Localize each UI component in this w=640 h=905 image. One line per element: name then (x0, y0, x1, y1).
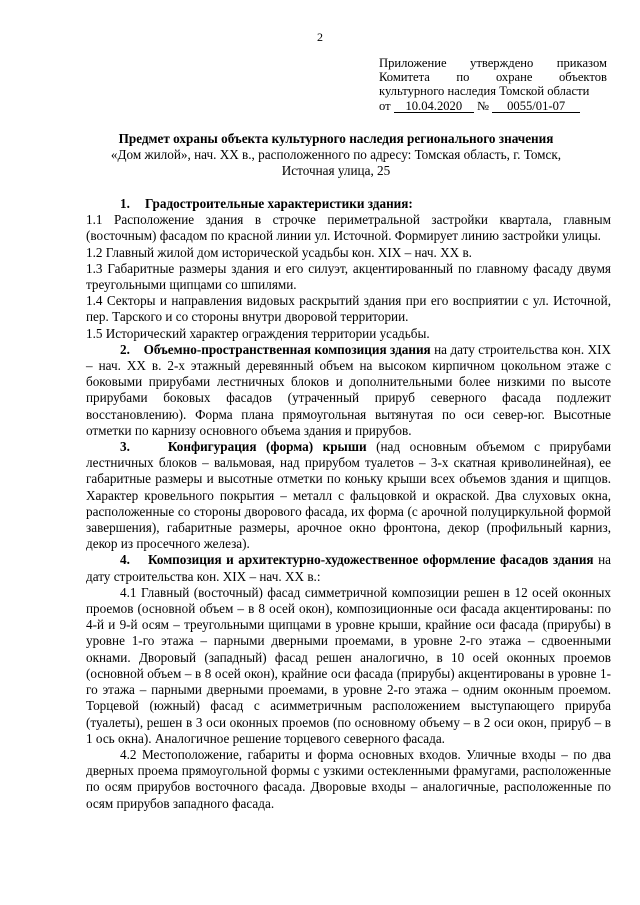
document-body (86, 196, 611, 812)
title-line-1: Предмет охраны объекта культурного наследия регионального значения (118, 131, 554, 146)
approval-date: 10.04.2020 (394, 100, 474, 113)
date-prefix: от (379, 98, 391, 113)
approval-line-3: культурного наследия Томской области (379, 84, 590, 99)
item-1-1: 1.1 Расположение здания в строчке периметральной застройки квартала, главным (восточным) фасадом по красной линии ул. Источной. Формирует линию застройки улицы. (86, 212, 611, 244)
item-1-4: 1.4 Секторы и направления видовых раскрытий здания при его восприятии с ул. Источной, пер. Тарского и со стороны внутри дворовой территории. (86, 293, 611, 325)
section-text: на дату строительства кон. XIX – нач. XX в.: (86, 552, 611, 584)
approval-word: по (456, 70, 470, 85)
section-title: Градостроительные характеристики здания: (145, 196, 413, 211)
approval-word: объектов (558, 70, 607, 85)
approval-word: Приложение (379, 56, 447, 70)
approval-word: утверждено (470, 56, 534, 70)
item-4-2: 4.2 Местоположение, габариты и форма основных входов. Уличные входы – по два дверных проема прямоугольной формы с узкими остекленными фрамугами, расположенные по осям прирубов восточного фасада. Дворовые входы – аналогичные, расположенные по осям прирубов западного фасада. (86, 746, 611, 811)
approval-block (379, 56, 607, 113)
item-1-2: 1.2 Главный жилой дом исторической усадьбы кон. XIX – нач. XX в. (86, 244, 472, 260)
item-4-1: 4.1 Главный (восточный) фасад симметричной композиции решен в 12 осей оконных проемов (основной объем – в 8 осей окон), композиционные оси фасада акцентированы: по 4-й и 9-й осям – треугольными щипцами в уровне крыши, крайние оси фасада (прирубы) в уровне 1-го этажа – парными дверными проемами, в уровне 2-го этажа – сдвоенными окнами. Дворовый (западный) фасад решен аналогично, в 10 осей оконных проемов (основной объем – в 8 осей окон), крайние оси фасада (прирубы) акцентированы в уровне 1-го этажа – парными дверными проемами, в уровне 2-го этажа – одним оконным проемом. Торцевой (южный) фасад с асимметричным расположением выступающего прируба (туалеты), решен в 3 оси оконных проемов (по основному объему – в 2 оси окон, прируб – в 1 ось окна). Аналогичное решение торцевого северного фасада. (86, 584, 611, 746)
section-title: Объемно-пространственная композиция здания (143, 341, 431, 357)
section-title: Композиция и архитектурно-художественное оформление фасадов здания (147, 552, 594, 568)
section-number: 4. (120, 552, 130, 568)
approval-word: приказом (556, 56, 607, 70)
section-2-paragraph (86, 342, 611, 439)
section-3-paragraph (86, 439, 611, 552)
approval-word: охране (495, 70, 533, 85)
section-number: 3. (120, 439, 130, 455)
section-1-heading (86, 196, 611, 212)
section-number: 2. (120, 341, 130, 357)
document-title (86, 131, 586, 178)
number-prefix: № (476, 98, 489, 113)
title-line-3: Источная улица, 25 (281, 162, 391, 178)
approval-date-line (379, 99, 607, 113)
section-title: Конфигурация (форма) крыши (167, 439, 367, 455)
section-text: на дату строительства кон. XIX – нач. XX в. 2-х этажный деревянный объем на высоком кирпичном цокольном этаже с боковыми прирубами лестничных блоков и дополнительными более низкими по высоте прирубами боковых фасадов (утраченный прируб северного фасада подлежит восстановлению). Форма плана прямоугольная вытянутая по оси север-юг. Высотные отметки по карнизу основного объема здания и прирубов. (86, 341, 612, 438)
title-line-2: «Дом жилой», нач. XX в., расположенного по адресу: Томская область, г. Томск, (110, 146, 562, 162)
page-number: 2 (317, 30, 323, 44)
section-4-paragraph (86, 552, 611, 584)
item-1-5: 1.5 Исторический характер ограждения территории усадьбы. (86, 325, 430, 341)
approval-line-1 (379, 56, 607, 70)
approval-word: Комитета (379, 70, 430, 85)
approval-line-2 (379, 70, 607, 84)
section-number: 1. (120, 196, 130, 211)
approval-number: 0055/01-07 (492, 100, 580, 113)
item-1-3: 1.3 Габаритные размеры здания и его силуэт, акцентированный по главному фасаду двумя треугольными щипцами со шпилями. (86, 260, 611, 293)
section-text: (над основным объемом с прирубами лестничных блоков – вальмовая, над прирубом туалетов – 3-х скатная криволинейная), ее габаритные размеры и высотные отметки по коньку крыши всех объемов здания и щипцов. Характер кровельного покрытия – металл с фальцовкой и окраской. Два слуховых окна, расположенные со стороны дворового фасада, их форма (с арочной полуциркульной формой завершения), габаритные размеры, арочное окно фронтона, декор (профильный карниз, декор из просечного железа). (86, 439, 612, 552)
